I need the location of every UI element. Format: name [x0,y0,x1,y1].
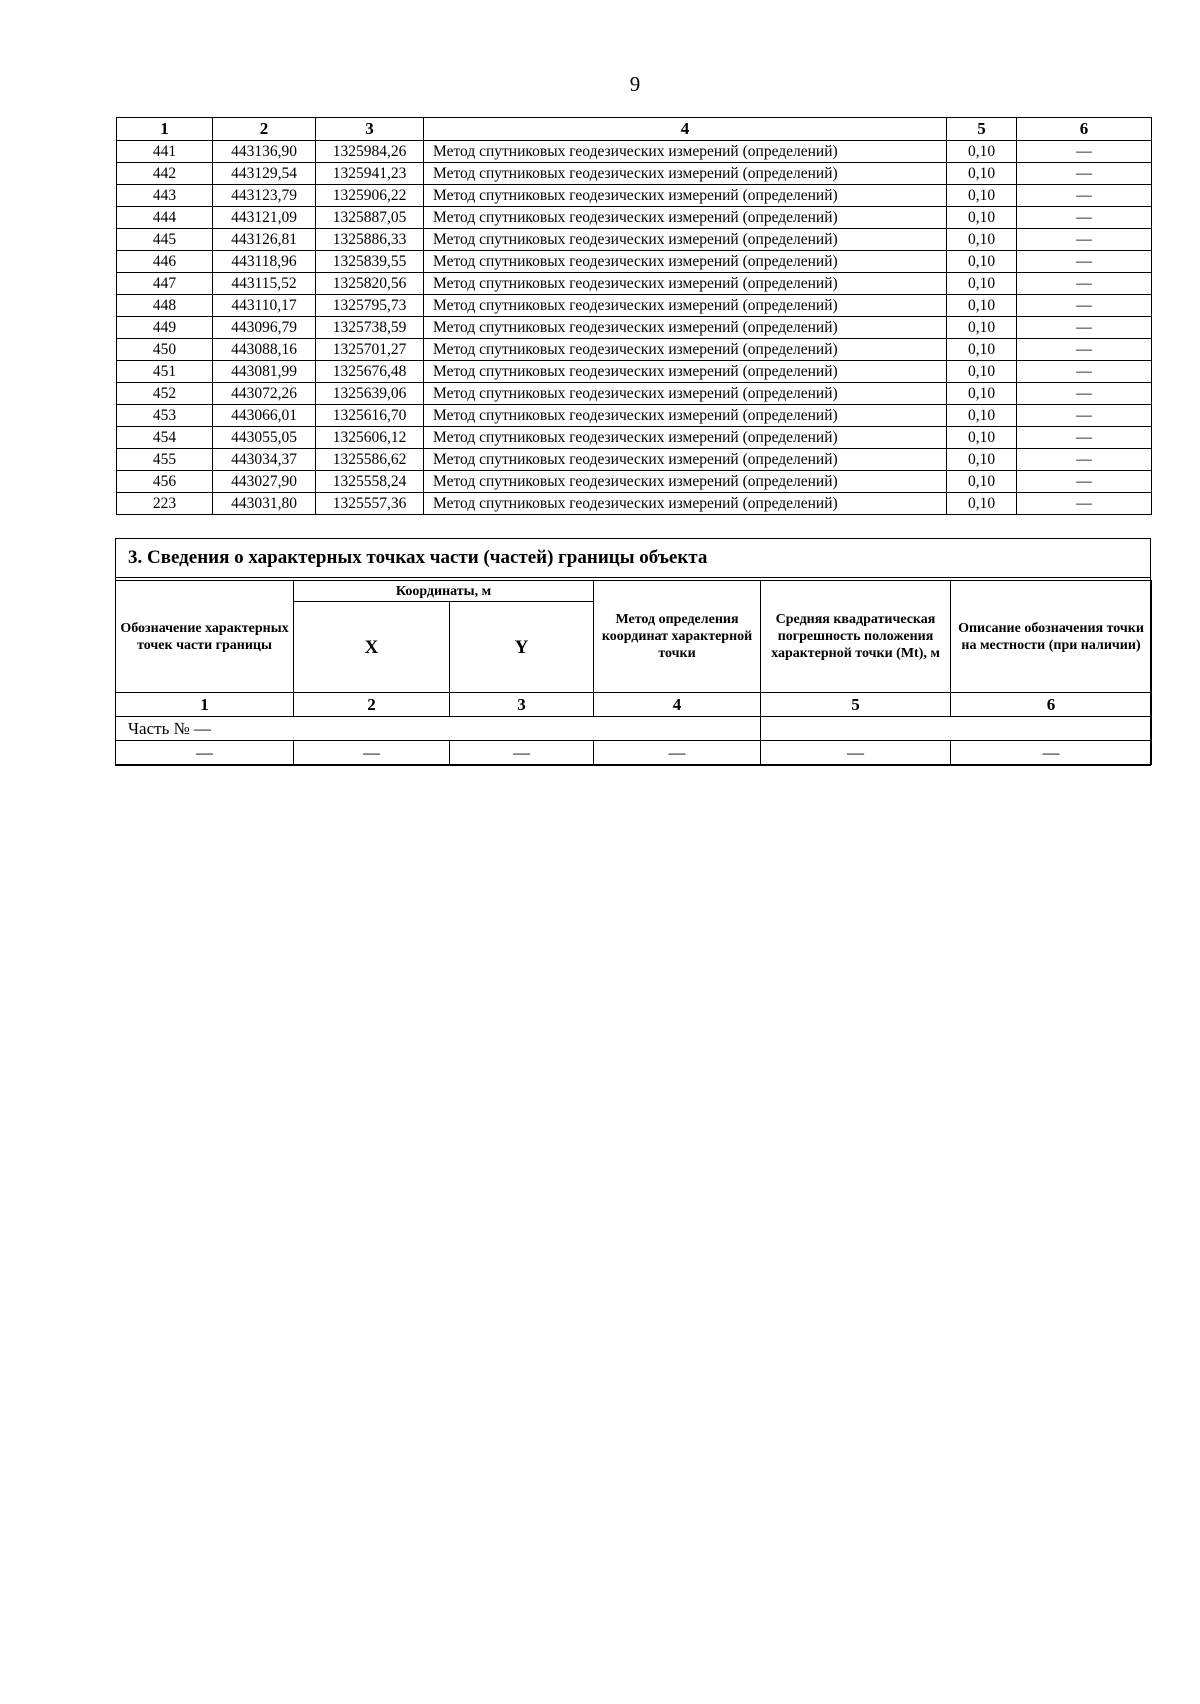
error-value: 0,10 [947,163,1017,185]
table-row [117,339,1152,361]
error-value: 0,10 [947,207,1017,229]
point-number: 449 [117,317,213,339]
column-header: 2 [213,118,316,141]
column-header: 3 [316,118,424,141]
method: Метод спутниковых геодезических измерений (определений) [424,405,947,427]
table-row [117,383,1152,405]
x-coordinate: 443027,90 [213,471,316,493]
header-point-designation: Обозначение характерных точек части границы [116,581,294,693]
error-value: 0,10 [947,361,1017,383]
part-row [116,717,1152,741]
y-coordinate: 1325886,33 [316,229,424,251]
y-coordinate: 1325586,62 [316,449,424,471]
x-coordinate: 443081,99 [213,361,316,383]
method: Метод спутниковых геодезических измерений (определений) [424,141,947,163]
point-number: 452 [117,383,213,405]
x-coordinate: 443034,37 [213,449,316,471]
description: — [1017,273,1152,295]
header-method: Метод определения координат характерной точки [594,581,761,693]
table-row [117,361,1152,383]
point-number: 444 [117,207,213,229]
description: — [1017,471,1152,493]
method: Метод спутниковых геодезических измерений (определений) [424,471,947,493]
method: Метод спутниковых геодезических измерений (определений) [424,207,947,229]
point-number: 448 [117,295,213,317]
header-error [761,581,951,693]
y-coordinate: 1325738,59 [316,317,424,339]
divider [116,577,1150,578]
y-coordinate: 1325820,56 [316,273,424,295]
y-coordinate: 1325941,23 [316,163,424,185]
y-coordinate: 1325795,73 [316,295,424,317]
description: — [1017,295,1152,317]
y-coordinate: 1325606,12 [316,427,424,449]
description: — [1017,449,1152,471]
description: — [1017,383,1152,405]
point-number: 442 [117,163,213,185]
point-number: 441 [117,141,213,163]
description: — [1017,427,1152,449]
header-error-text: Средняя квадратическая погрешность положения характерной точки (Mt), м [771,612,940,661]
part-empty-cell [761,717,1152,741]
col-number: 4 [594,693,761,717]
table-row [117,273,1152,295]
method: Метод спутниковых геодезических измерений (определений) [424,361,947,383]
description: — [1017,185,1152,207]
y-coordinate: 1325701,27 [316,339,424,361]
table-row [117,449,1152,471]
description: — [1017,163,1152,185]
point-number: 447 [117,273,213,295]
point-number: 223 [117,493,213,515]
point-number: 456 [117,471,213,493]
table-row [117,405,1152,427]
point-number: 453 [117,405,213,427]
x-coordinate: 443121,09 [213,207,316,229]
description: — [1017,251,1152,273]
x-coordinate: 443110,17 [213,295,316,317]
error-value: 0,10 [947,405,1017,427]
method: Метод спутниковых геодезических измерений (определений) [424,229,947,251]
error-value: 0,10 [947,273,1017,295]
error-value: 0,10 [947,339,1017,361]
page-number: 9 [629,72,641,96]
point-number: 455 [117,449,213,471]
error-value: 0,10 [947,449,1017,471]
table-header-row [117,118,1152,141]
table-row [117,207,1152,229]
x-coordinate: 443096,79 [213,317,316,339]
description: — [1017,229,1152,251]
table-row [117,251,1152,273]
table-row [117,141,1152,163]
x-coordinate: 443123,79 [213,185,316,207]
section-title: 3. Сведения о характерных точках части (частей) границы объекта [128,547,708,568]
table-cell: — [450,741,594,765]
point-number: 451 [117,361,213,383]
header-description: Описание обозначения точки на местности (при наличии) [951,581,1152,693]
method: Метод спутниковых геодезических измерений (определений) [424,339,947,361]
method: Метод спутниковых геодезических измерений (определений) [424,295,947,317]
table-cell: — [761,741,951,765]
table-row [117,471,1152,493]
error-value: 0,10 [947,471,1017,493]
error-value: 0,10 [947,185,1017,207]
description: — [1017,493,1152,515]
empty-data-row [116,741,1152,765]
column-header: 4 [424,118,947,141]
col-number: 2 [294,693,450,717]
x-coordinate: 443031,80 [213,493,316,515]
description: — [1017,405,1152,427]
y-coordinate: 1325676,48 [316,361,424,383]
coordinates-table [116,117,1152,515]
table-cell: — [116,741,294,765]
col-number: 5 [761,693,951,717]
x-coordinate: 443055,05 [213,427,316,449]
x-coordinate: 443072,26 [213,383,316,405]
method: Метод спутниковых геодезических измерений (определений) [424,185,947,207]
x-coordinate: 443126,81 [213,229,316,251]
error-value: 0,10 [947,317,1017,339]
table-cell: — [594,741,761,765]
description: — [1017,207,1152,229]
method: Метод спутниковых геодезических измерений (определений) [424,317,947,339]
error-value: 0,10 [947,383,1017,405]
method: Метод спутниковых геодезических измерений (определений) [424,251,947,273]
method: Метод спутниковых геодезических измерений (определений) [424,493,947,515]
point-number: 454 [117,427,213,449]
header-x: X [294,602,450,693]
method: Метод спутниковых геодезических измерений (определений) [424,273,947,295]
table-row [117,493,1152,515]
header-coordinates: Координаты, м [294,581,594,602]
part-label: Часть № — [116,717,761,741]
table-row [117,317,1152,339]
header-y: Y [450,602,594,693]
table-row [117,295,1152,317]
x-coordinate: 443066,01 [213,405,316,427]
y-coordinate: 1325557,36 [316,493,424,515]
y-coordinate: 1325839,55 [316,251,424,273]
col-number: 1 [116,693,294,717]
y-coordinate: 1325984,26 [316,141,424,163]
method: Метод спутниковых геодезических измерений (определений) [424,383,947,405]
column-number-row [116,693,1152,717]
y-coordinate: 1325887,05 [316,207,424,229]
table-row [117,229,1152,251]
part-boundary-table [115,580,1152,765]
x-coordinate: 443136,90 [213,141,316,163]
error-value: 0,10 [947,141,1017,163]
description: — [1017,317,1152,339]
method: Метод спутниковых геодезических измерений (определений) [424,427,947,449]
table-row [117,185,1152,207]
y-coordinate: 1325616,70 [316,405,424,427]
table-row [117,163,1152,185]
description: — [1017,361,1152,383]
y-coordinate: 1325558,24 [316,471,424,493]
error-value: 0,10 [947,493,1017,515]
method: Метод спутниковых геодезических измерений (определений) [424,449,947,471]
x-coordinate: 443129,54 [213,163,316,185]
col-number: 6 [951,693,1152,717]
y-coordinate: 1325639,06 [316,383,424,405]
description: — [1017,141,1152,163]
table-cell: — [951,741,1152,765]
column-header: 6 [1017,118,1152,141]
point-number: 450 [117,339,213,361]
error-value: 0,10 [947,295,1017,317]
column-header: 1 [117,118,213,141]
table-cell: — [294,741,450,765]
x-coordinate: 443118,96 [213,251,316,273]
error-value: 0,10 [947,251,1017,273]
point-number: 446 [117,251,213,273]
table-row [117,427,1152,449]
y-coordinate: 1325906,22 [316,185,424,207]
column-header: 5 [947,118,1017,141]
method: Метод спутниковых геодезических измерений (определений) [424,163,947,185]
point-number: 443 [117,185,213,207]
error-value: 0,10 [947,427,1017,449]
point-number: 445 [117,229,213,251]
x-coordinate: 443115,52 [213,273,316,295]
description: — [1017,339,1152,361]
col-number: 3 [450,693,594,717]
error-value: 0,10 [947,229,1017,251]
x-coordinate: 443088,16 [213,339,316,361]
